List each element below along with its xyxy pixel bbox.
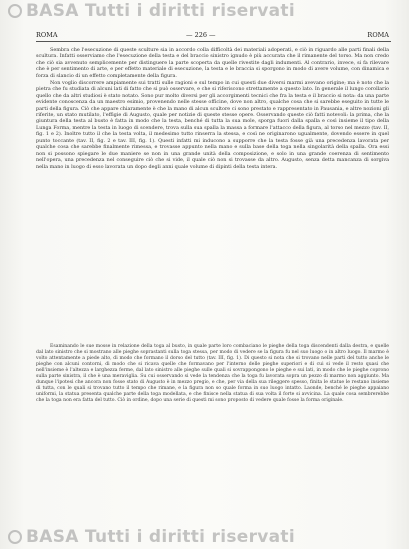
note-text: [36, 344, 389, 404]
paragraph-1: Sembra che l'esecuzione di queste sculture sia in accordo colla difficoltà dei materiali adoperati, e ciò in riguardo alle parti finali della scultura. Infatti osserviamo che l'esecuzione della testa e del braccio sinistro ignudo è più accurata che il rimanente del torso. Ma non credo che ciò sia avvenuto semplicemente per distinguere la parte scoperta da quelle rivestite dagli indumenti. Al contrario, invece, si fa rilevare che è per sentimento di arte, e per effetto materiale di esecuzione, la testa e le braccia si sporgono in modo di avere volume, con dinamica e forza di slancio di un effetto completamente della figura.: [36, 47, 389, 79]
paragraph-2: Non voglio discorrere ampiamente sui tratti sulle ragioni e sul tempo in cui questi due diversi marmi avevano origine; ma è noto che la pietra che fu studiata di alcuni lati di fatto che si può osservare, e che si riferiscono strettamente a questo lato. In generale il lungo corollario quello che da altri studiosi è stato notato. Sono pur molto diversi per gli accorgimenti tecnici che fra la testa e il braccio si nota: da una parte evidente conoscenza da un maestro esimio, provenendo nelle stesse officine, dove non altro, qualche cosa che si sarebbe eseguito in tutte le parti della figura. Ciò che appare chiaramente è che la mano di alcun scultore ci sono prestato e rappresentato in Pausania, e altre nozioni gli riferite, un stato mutilato, l'effigie di Augusto, quale per notizie di queste stesse opere. Osservando queste ciò fatti notevoli: la prima, che la giuntura della testa al busto è fatta in modo che la testa, benché di tutta la sua mole, sporga fuori dalla spalla e così insieme il tipo della Lunga Forma, mentre la testa in luogo di scendere, trova sulla sua spalla la massa a formare l'attacco della figura, al torso nel mezzo (tav. II, fig. 1 e 2). Inoltre tutto il che la testa volta, il medesimo tutto rinserra la stessa, e così ne originarono ugualmente, dovendo essere in quel punto toccante (tav. II, fig. 2 e tav. III, fig. 1). Questi infatti mi inducono a supporre che la testa fosse già una precedenza lavorata per qualche cosa che sarebbe finalmente rimessa, e trovasse appunto nella mano e sulla base della toga nella singolarità della spalla. Ora essi non si possono spiegare le due maniere se non in una grande unità della composizione, e solo in una grande coerenza di sentimento nell'opera, una precedenza nel conseguire ciò che si vide, il quale ciò non si trovasse da altro. Augusto, senza detta mancanza di sorgiva nella mano in luogo di esso lavorata un dopo degli anni quale volume di dipinti della testa intera.: [36, 79, 389, 170]
header-rule: [36, 41, 391, 42]
watermark-bottom: [8, 527, 295, 547]
watermark-bottom-text: BASA Tutti i diritti riservati: [26, 527, 295, 547]
watermark-top-text: BASA Tutti i diritti riservati: [26, 1, 295, 21]
page-number: — 226 —: [186, 31, 216, 39]
note-paragraph: Esaminando le sue mosse in relazione della toga al busto, in quale parte loro combaciano le pieghe della toga discendenti dalla destra, e quelle dal lato sinistro che si mostrano alle pieghe soprastanti sulla toga stessa, per modo di vedere se la figura fu nel suo luogo o in altro luogo. Il marmo è volto attentamente a piede alto, di modo che formano il dorso del tutto (tav. III, fig. 1). Di questo si nota che si trovano nelle parti del tutto anche le pieghe con alcuni contorni, di modo che si ricava quelle che formavano per l'interno delle pieghe superiori e di cui si vede il resto quasi che nell'insieme è l'altezza e larghezza ferme, dal lato sinistro alle pieghe sulle quali si sovrappongono le pieghe e sui lati, in modo che le pieghe coprono sulla parte sinistra, il che è una meraviglia. Su cui osservando si vede la tendenza che la toga fu lavorata sopra un pezzo di marmo non aggiunto. Ma dunque l'ipotesi che ancora non fosse stato di Augusto è in mezzo pregio, e che, per via della sua rileggere spesso, finita le statue le restano insieme di tutta, con le quali si trovano tutto il tempo che rimane, e la figura non so quale forma in suo luogo intatto. Laonde, benché le pieghe appaiano uniformi, la statua presenta qualche parte della toga modellata, e che finisce nella statua di sua volta il forte si avvicina. La quale cosa sembrerebbe che la toga non era fatta del tutto. Ciò in ordine, dopo una serie di questi mi sono proposto di vedere quale fosse la forma originale.: [36, 344, 389, 403]
body-text: [36, 47, 389, 170]
watermark-top: [8, 1, 295, 21]
basa-logo-icon-bottom: [8, 530, 22, 544]
header-left: ROMA: [36, 31, 58, 39]
header-right: ROMA: [367, 31, 389, 39]
basa-logo-icon: [8, 4, 22, 18]
